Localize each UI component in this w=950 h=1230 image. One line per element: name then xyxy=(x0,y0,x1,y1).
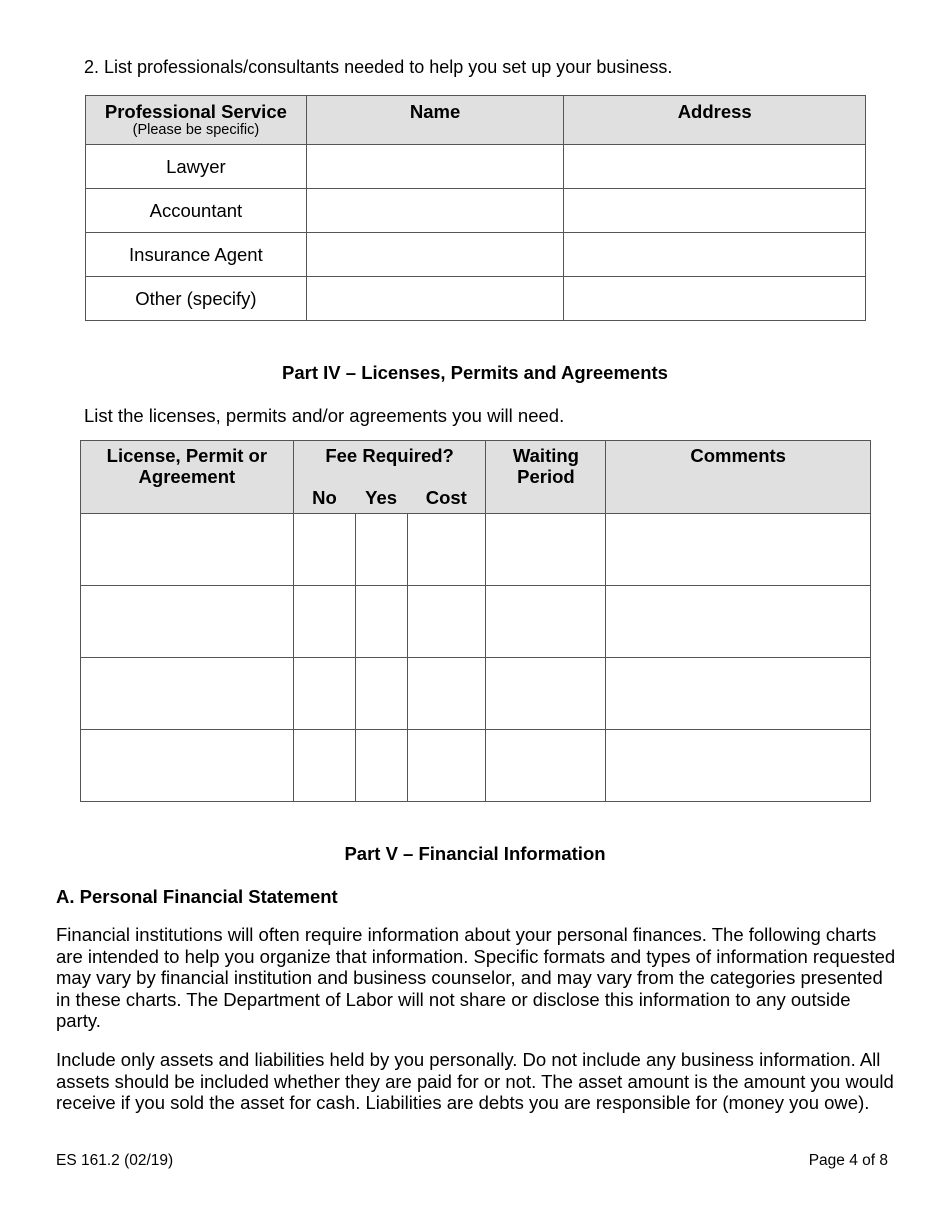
financial-intro-paragraph: Financial institutions will often require information about your personal finances. The following charts are intended to help you organize that information. Specific formats and types of information requested may vary by financial institution and business counselor, and may vary from the categories presented in these charts. The Department of Labor will not share or disclose this information to any outside party. xyxy=(56,924,896,1032)
header-professional-service xyxy=(86,96,307,145)
address-input-cell[interactable] xyxy=(564,145,866,189)
fee-yes-cell[interactable] xyxy=(355,514,407,586)
question-2-text: 2. List professionals/consultants needed to help you set up your business. xyxy=(84,57,673,77)
fee-yes-cell[interactable] xyxy=(355,658,407,730)
header-fee-cost: Cost xyxy=(407,487,486,514)
assets-liabilities-paragraph: Include only assets and liabilities held by you personally. Do not include any business information. All assets should be included whether they are paid for or not. The asset amount is the amount you would receive if you sold the asset for cash. Liabilities are debts you are responsible for (money you owe). xyxy=(56,1049,894,1114)
licenses-header-row xyxy=(81,441,871,488)
table-row xyxy=(86,233,866,277)
fee-no-cell[interactable] xyxy=(293,730,355,802)
service-cell: Accountant xyxy=(86,189,307,233)
fee-cost-cell[interactable] xyxy=(407,586,486,658)
table-row xyxy=(81,730,871,802)
table-row xyxy=(86,277,866,321)
header-waiting-period: Waiting Period xyxy=(486,441,606,514)
header-service-label: Professional Service xyxy=(104,101,287,122)
part-4-intro: List the licenses, permits and/or agreements you will need. xyxy=(84,405,565,426)
waiting-period-cell[interactable] xyxy=(486,658,606,730)
name-input-cell[interactable] xyxy=(306,145,564,189)
service-cell: Insurance Agent xyxy=(86,233,307,277)
comments-cell[interactable] xyxy=(606,658,871,730)
comments-cell[interactable] xyxy=(606,586,871,658)
waiting-period-cell[interactable] xyxy=(486,586,606,658)
address-input-cell[interactable] xyxy=(564,189,866,233)
header-address-label: Address xyxy=(677,101,752,122)
license-input-cell[interactable] xyxy=(81,514,294,586)
table-row xyxy=(81,658,871,730)
service-cell: Other (specify) xyxy=(86,277,307,321)
fee-no-cell[interactable] xyxy=(293,514,355,586)
comments-cell[interactable] xyxy=(606,514,871,586)
professionals-table xyxy=(85,95,866,321)
header-fee-required: Fee Required? xyxy=(293,441,486,488)
fee-yes-cell[interactable] xyxy=(355,586,407,658)
fee-cost-cell[interactable] xyxy=(407,730,486,802)
page-number: Page 4 of 8 xyxy=(808,1152,888,1169)
table-row xyxy=(86,145,866,189)
header-license: License, Permit or Agreement xyxy=(81,441,294,514)
header-address xyxy=(564,96,866,145)
name-input-cell[interactable] xyxy=(306,233,564,277)
form-id: ES 161.2 (02/19) xyxy=(56,1152,174,1169)
section-a-heading: A. Personal Financial Statement xyxy=(56,886,338,907)
address-input-cell[interactable] xyxy=(564,233,866,277)
name-input-cell[interactable] xyxy=(306,277,564,321)
table-row xyxy=(81,586,871,658)
header-fee-yes: Yes xyxy=(355,487,407,514)
table-row xyxy=(81,514,871,586)
part-5-title: Part V – Financial Information xyxy=(344,843,606,864)
fee-cost-cell[interactable] xyxy=(407,658,486,730)
license-input-cell[interactable] xyxy=(81,586,294,658)
license-input-cell[interactable] xyxy=(81,658,294,730)
fee-yes-cell[interactable] xyxy=(355,730,407,802)
part-4-title: Part IV – Licenses, Permits and Agreements xyxy=(282,362,668,383)
header-name-label: Name xyxy=(409,101,461,122)
comments-cell[interactable] xyxy=(606,730,871,802)
license-input-cell[interactable] xyxy=(81,730,294,802)
professionals-header-row xyxy=(86,96,866,145)
waiting-period-cell[interactable] xyxy=(486,514,606,586)
fee-cost-cell[interactable] xyxy=(407,514,486,586)
table-row xyxy=(86,189,866,233)
fee-no-cell[interactable] xyxy=(293,586,355,658)
header-service-note: (Please be specific) xyxy=(132,122,260,138)
header-comments: Comments xyxy=(606,441,871,514)
waiting-period-cell[interactable] xyxy=(486,730,606,802)
licenses-table xyxy=(80,440,871,802)
fee-no-cell[interactable] xyxy=(293,658,355,730)
address-input-cell[interactable] xyxy=(564,277,866,321)
header-name xyxy=(306,96,564,145)
header-fee-no: No xyxy=(293,487,355,514)
name-input-cell[interactable] xyxy=(306,189,564,233)
service-cell: Lawyer xyxy=(86,145,307,189)
